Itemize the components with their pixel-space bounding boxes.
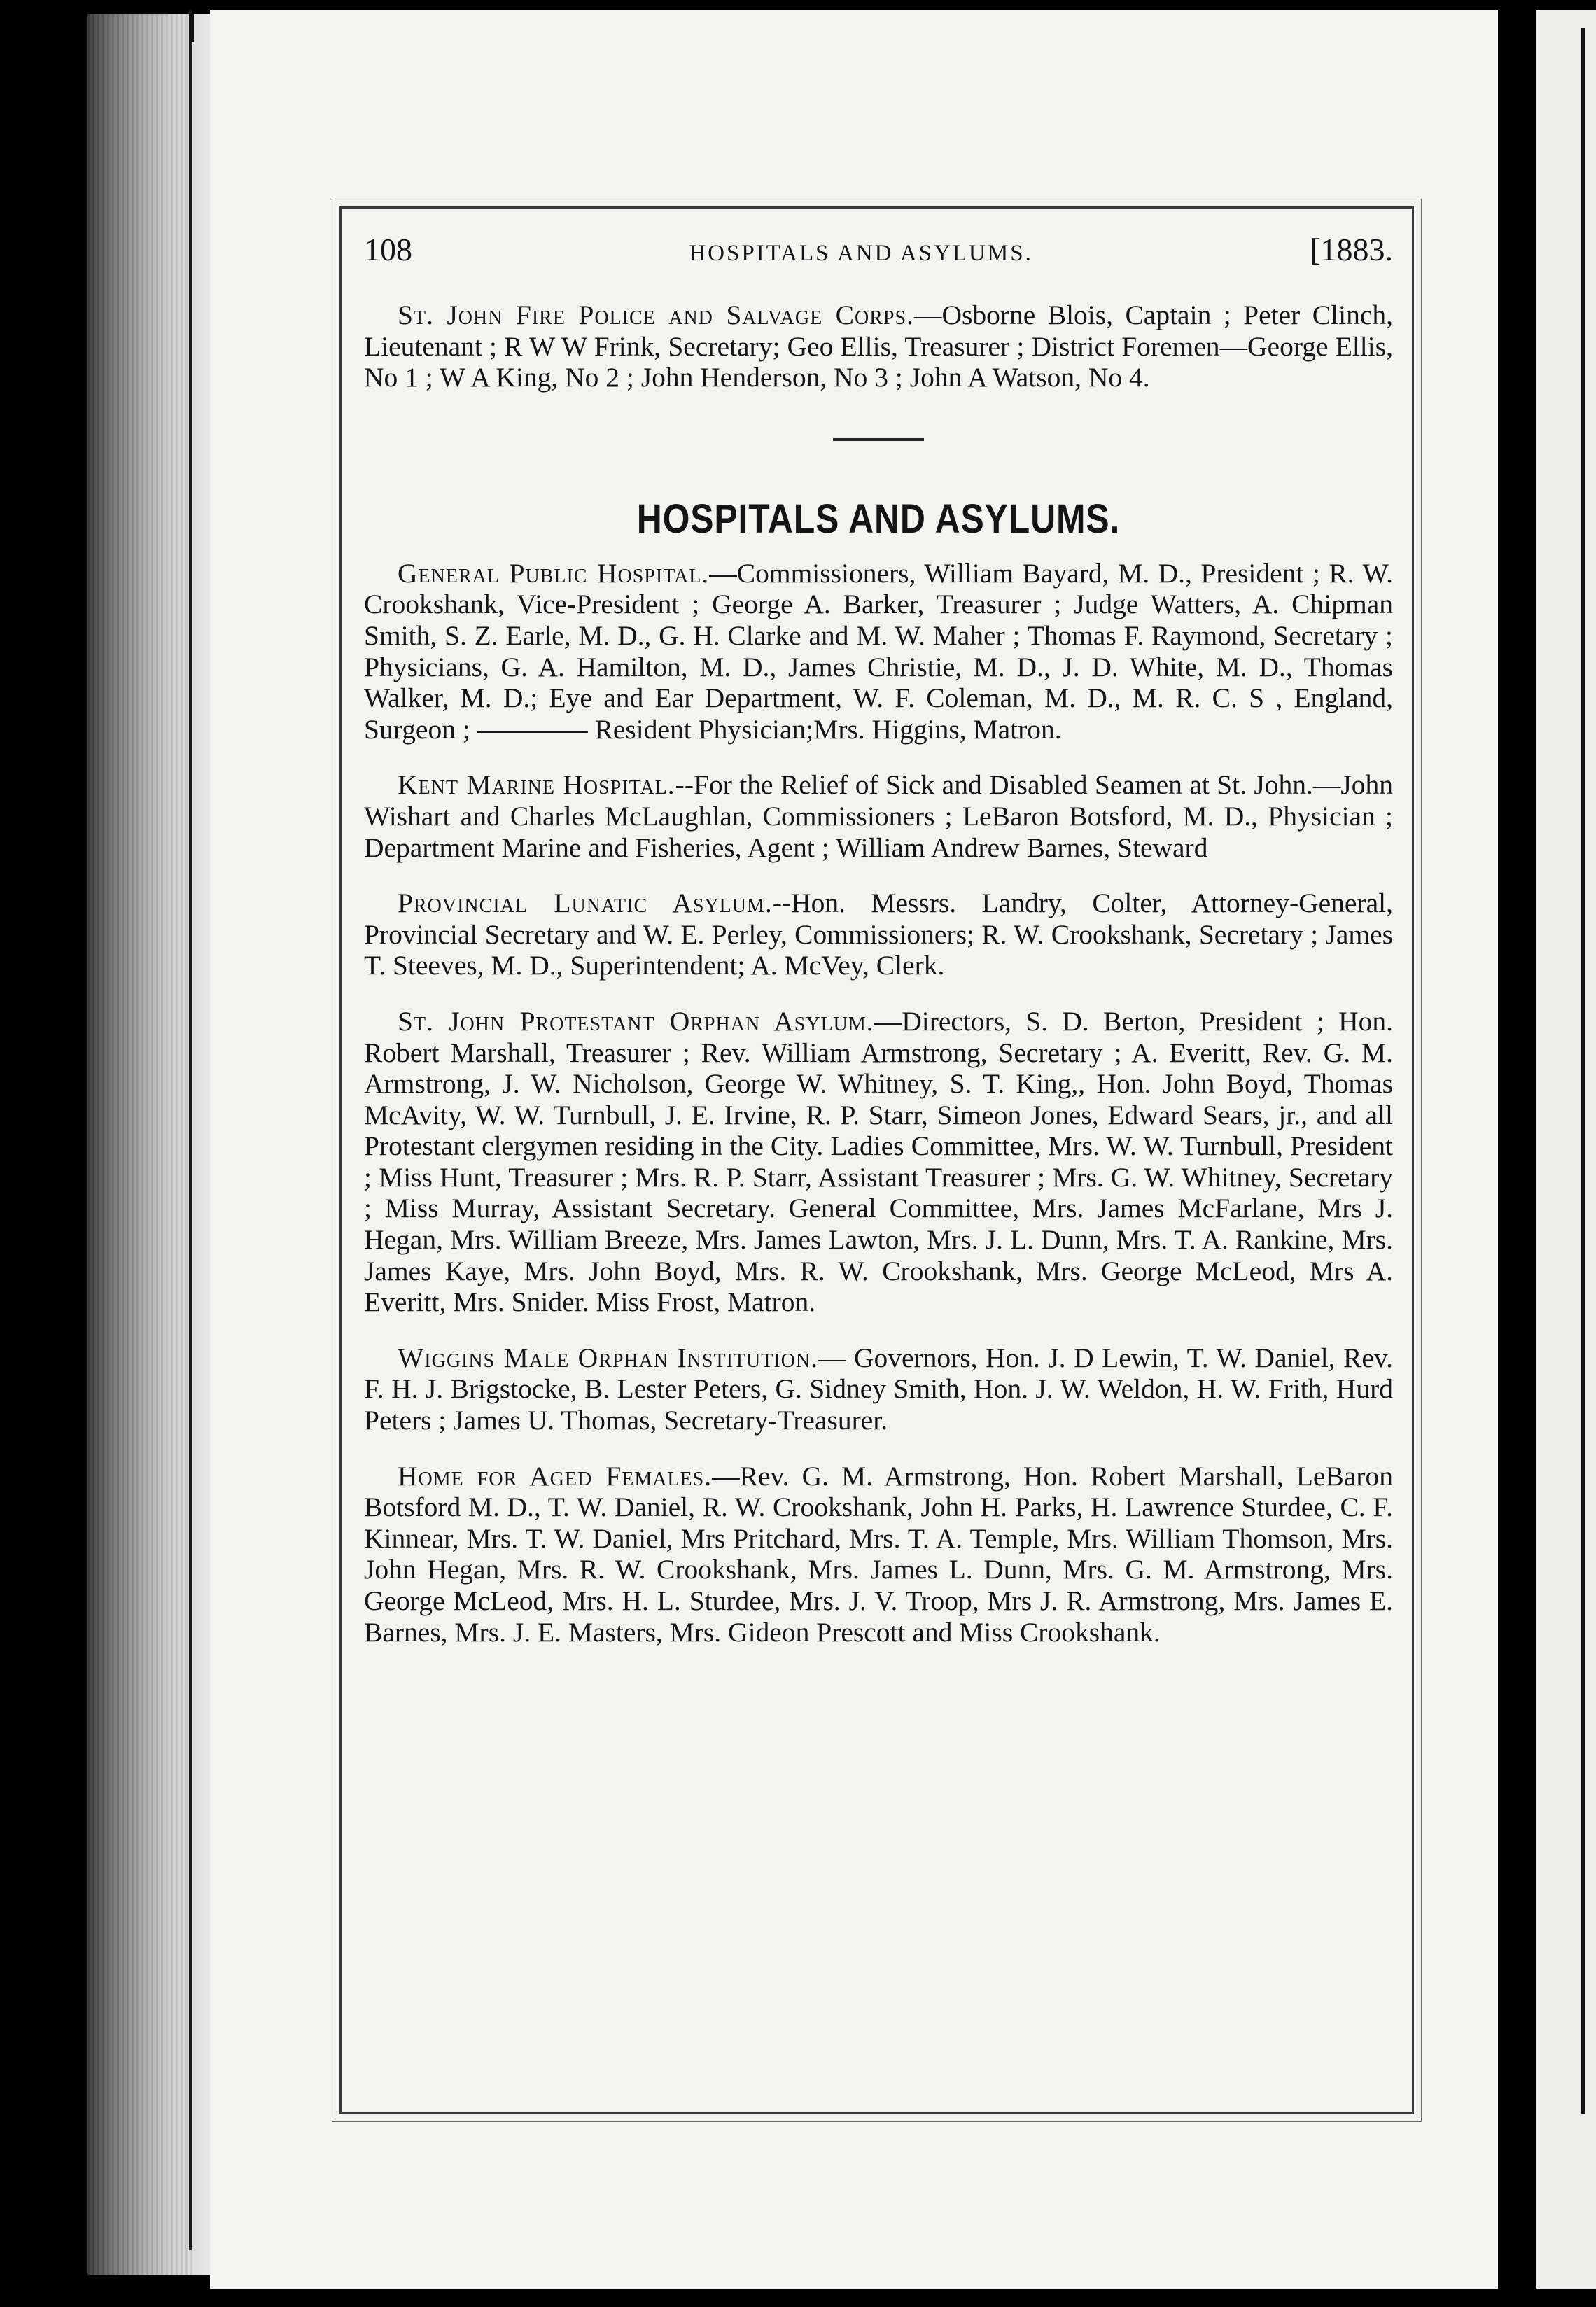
entry-lead: Kent Marine Hospital.: [398, 769, 676, 801]
spine-mark: [190, 14, 194, 42]
year-tag: [1883.: [1310, 232, 1393, 267]
page-content: [364, 227, 1393, 2089]
spine-line: [189, 10, 192, 2250]
entry-lead: Provincial Lunatic Asylum.: [398, 888, 773, 919]
page-number: 108: [364, 232, 412, 267]
entry-text: --Hon. Messrs. Landry, Colter, Attorney-General, Provincial Secretary and W. E. Perley, Commissioners; R. W. Crookshank, Secretary ; James T. Steeves, M. D., Superintendent; A. McVey, Clerk.: [364, 888, 1393, 981]
running-head: [364, 231, 1393, 280]
entry-fire-police: [364, 300, 1393, 393]
entry-kent-marine-hospital: [364, 769, 1393, 863]
entry-text: —Commissioners, William Bayard, M. D., President ; R. W. Crookshank, Vice-President ; George A. Barker, Treasurer ; Judge Watters, A. Chipman Smith, S. Z. Earle, M. D., G. H. Clarke and M. W. Maher ; Thomas F. Raymond, Secretary ; Physicians, G. A. Hamilton, M. D., James Christie, M. D., J. D. White, M. D., Thomas Walker, M. D.; Eye and Ear Department, W. F. Coleman, M. D., M. R. C. S , England, Surgeon ; ———— Resident Physician;Mrs. Higgins, Matron.: [364, 557, 1393, 745]
facing-page-border: [1581, 28, 1585, 2114]
entry-text: — Governors, Hon. J. D Lewin, T. W. Daniel, Rev. F. H. J. Brigstocke, B. Lester Peters, G. Sidney Smith, Hon. J. W. Weldon, H. W. Frith, Hurd Peters ; James U. Thomas, Secretary-Treasurer.: [364, 1342, 1393, 1436]
entry-lead: St. John Protestant Orphan Asylum.: [398, 1005, 874, 1037]
entry-text: --For the Relief of Sick and Disabled Seamen at St. John.—John Wishart and Charles McLaughlan, Commissioners ; LeBaron Botsford, M. D., Physician ; Department Marine and Fisheries, Agent ; William Andrew Barnes, Steward: [364, 769, 1393, 863]
facing-page-edge: [1536, 10, 1596, 2289]
entry-text: —Directors, S. D. Berton, President ; Hon. Robert Marshall, Treasurer ; Rev. William Armstrong, Secretary ; A. Everitt, Rev. G. M. Armstrong, J. W. Nicholson, George W. Whitney, S. T. King,, Hon. John Boyd, Thomas McAvity, W. W. Turnbull, J. E. Irvine, R. P. Starr, Simeon Jones, Edward Sears, jr., and all Protestant clergymen residing in the City. Ladies Committee, Mrs. W. W. Turnbull, President ; Miss Hunt, Treasurer ; Mrs. R. P. Starr, Assistant Treasurer ; Mrs. G. W. Whitney, Secretary ; Miss Murray, Assistant Secretary. General Committee, Mrs. James McFarlane, Mrs J. Hegan, Mrs. William Breeze, Mrs. James Lawton, Mrs. J. L. Dunn, Mrs. T. A. Rankine, Mrs. James Kaye, Mrs. John Boyd, Mrs. R. W. Crookshank, Mrs. George McLeod, Mrs A. Everitt, Mrs. Snider. Miss Frost, Matron.: [364, 1005, 1393, 1318]
entry-lead: St. John Fire Police and Salvage Corps.: [398, 300, 914, 330]
entry-home-aged-females: [364, 1461, 1393, 1648]
entry-wiggins-orphan-institution: [364, 1342, 1393, 1436]
entry-general-public-hospital: [364, 558, 1393, 745]
running-title: HOSPITALS AND ASYLUMS.: [689, 241, 1033, 266]
entry-text: —Osborne Blois, Captain ; Peter Clinch, Lieutenant ; R W W Frink, Secretary; Geo Ellis, Treasurer ; District Foremen—George Ellis, No 1 ; W A King, No 2 ; John Henderson, No 3 ; John A Watson, No 4.: [364, 300, 1393, 393]
entry-text: —Rev. G. M. Armstrong, Hon. Robert Marshall, LeBaron Botsford M. D., T. W. Daniel, R. W. Crookshank, John H. Parks, H. Lawrence Sturdee, C. F. Kinnear, Mrs. T. W. Daniel, Mrs Pritchard, Mrs. T. A. Temple, Mrs. William Thomson, Mrs. John Hegan, Mrs. R. W. Crookshank, Mrs. James L. Dunn, Mrs. G. M. Armstrong, Mrs. George McLeod, Mrs. H. L. Sturdee, Mrs. J. V. Troop, Mrs J. R. Armstrong, Mrs. James E. Barnes, Mrs. J. E. Masters, Mrs. Gideon Prescott and Miss Crookshank.: [364, 1460, 1393, 1648]
entry-protestant-orphan-asylum: [364, 1006, 1393, 1318]
entry-lead: Wiggins Male Orphan Institution.: [398, 1342, 818, 1373]
section-divider: [833, 438, 924, 441]
section-heading: HOSPITALS AND ASYLUMS.: [636, 496, 1121, 542]
entry-lead: General Public Hospital.: [398, 557, 710, 589]
entry-provincial-lunatic-asylum: [364, 888, 1393, 981]
page-edges: [88, 14, 192, 2275]
entry-lead: Home for Aged Females.: [398, 1460, 713, 1492]
